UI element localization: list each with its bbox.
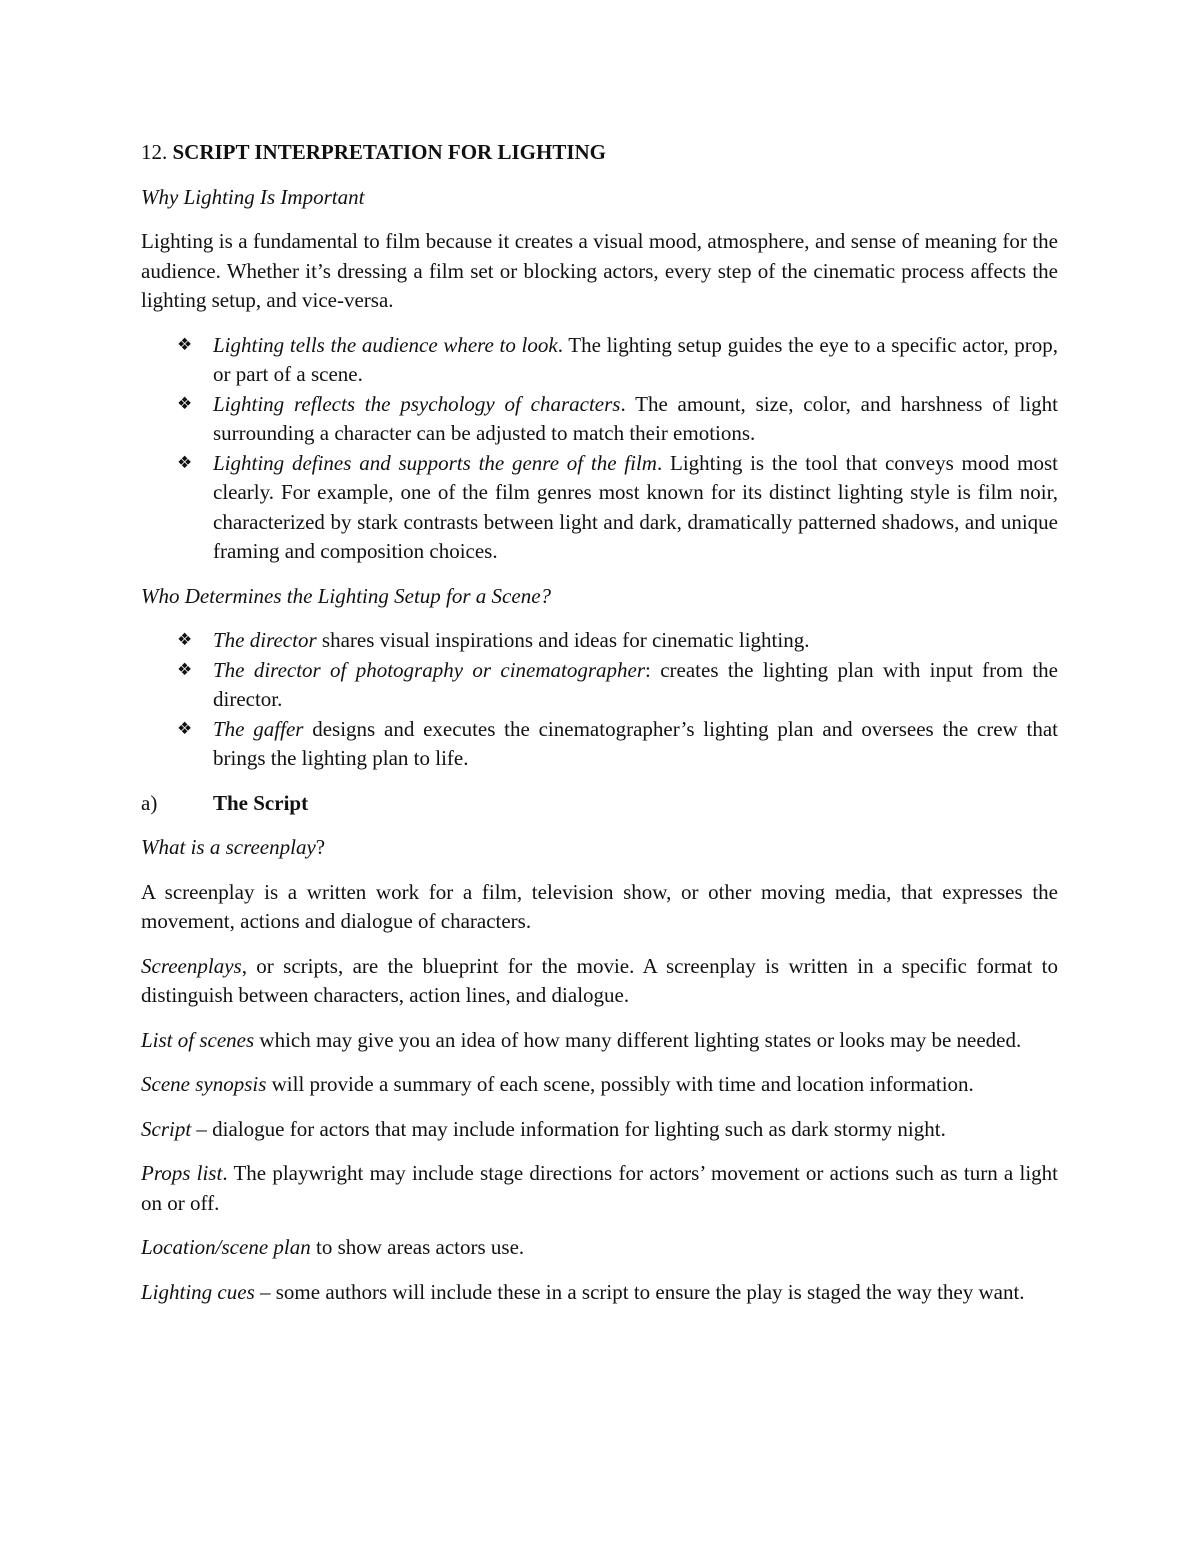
who-subheading: Who Determines the Lighting Setup for a Scene? [141, 583, 552, 608]
diamond-bullet-icon: ❖ [177, 630, 193, 650]
item-text: to show areas actors use. [310, 1235, 525, 1259]
diamond-bullet-icon: ❖ [177, 334, 193, 355]
bullet-lead: The director of photography or cinematographer [213, 657, 646, 682]
why-paragraph: Lighting is a fundamental to film because it creates a visual mood, atmosphere, and sense of meaning for the audience. Whether it’s dressing a film set or blocking actors, every step of the cinematic process affects the lighting setup, and vice-versa. [141, 229, 1058, 312]
item-lead: Screenplays [141, 953, 242, 978]
bullet-text: shares visual inspirations and ideas for cinematic lighting. [316, 628, 810, 652]
screenplay-definition: A screenplay is a written work for a film, television show, or other moving media, that expresses the movement, actions and dialogue of characters. [141, 879, 1058, 933]
script-item [141, 1233, 1058, 1263]
why-subheading: Why Lighting Is Important [141, 184, 365, 209]
subsection-heading [141, 789, 1058, 819]
script-item [141, 1159, 1058, 1218]
item-lead: Scene synopsis [141, 1072, 267, 1096]
bullet-lead: Lighting defines and supports the genre of the film [213, 450, 657, 475]
question-text: What is a screenplay [141, 835, 316, 859]
script-item [141, 1278, 1058, 1308]
heading-number: 12. [141, 140, 173, 164]
why-bullet-list [141, 331, 1058, 567]
item-text: – some authors will include these in a script to ensure the play is staged the way they want. [254, 1279, 1025, 1304]
bullet-lead: The gaffer [213, 716, 304, 741]
script-item [141, 952, 1058, 1011]
bullet-text: . Lighting is the tool that conveys mood most clearly. For example, one of the film genres most known for its distinct lighting style is film noir, characterized by stark contrasts between light and dark, dramatically patterned shadows, and unique framing and composition choices. [213, 450, 1058, 563]
bullet-lead: Lighting tells the audience where to look [213, 332, 558, 357]
item-text: – dialogue for actors that may include information for lighting such as dark stormy night. [191, 1116, 946, 1141]
subsection-marker: a) [141, 790, 158, 815]
item-lead: Location/scene plan [141, 1235, 311, 1259]
list-item [141, 449, 1058, 567]
bullet-lead: Lighting reflects the psychology of characters [213, 391, 621, 416]
diamond-bullet-icon: ❖ [177, 659, 193, 680]
item-text: which may give you an idea of how many different lighting states or looks may be needed. [254, 1027, 1022, 1052]
list-item [141, 331, 1058, 390]
who-bullet-list [141, 626, 1058, 774]
list-item [141, 390, 1058, 449]
item-text: will provide a summary of each scene, possibly with time and location information. [266, 1072, 974, 1096]
section-heading [141, 138, 1058, 168]
question-mark: ? [315, 835, 326, 859]
list-item [141, 656, 1058, 715]
bullet-text: designs and executes the cinematographer’s lighting plan and oversees the crew that brings the lighting plan to life. [213, 716, 1058, 770]
list-item [141, 626, 1058, 656]
item-text: , or scripts, are the blueprint for the movie. A screenplay is written in a specific format to distinguish between characters, action lines, and dialogue. [141, 953, 1058, 1007]
item-text: . The playwright may include stage directions for actors’ movement or actions such as turn a light on or off. [141, 1161, 1059, 1215]
item-lead: List of scenes [141, 1027, 255, 1052]
item-lead: Props list [141, 1161, 223, 1185]
bullet-lead: The director [213, 628, 317, 652]
list-item [141, 715, 1058, 774]
screenplay-question [141, 833, 1058, 863]
script-item [141, 1070, 1058, 1100]
bullet-text: . The lighting setup guides the eye to a specific actor, prop, or part of a scene. [213, 332, 1058, 386]
heading-title: SCRIPT INTERPRETATION FOR LIGHTING [172, 140, 606, 164]
diamond-bullet-icon: ❖ [177, 452, 193, 473]
script-item [141, 1115, 1058, 1145]
subsection-title: The Script [213, 790, 309, 815]
document-page [141, 138, 1058, 1322]
item-lead: Script [141, 1116, 192, 1141]
diamond-bullet-icon: ❖ [177, 718, 193, 739]
diamond-bullet-icon: ❖ [177, 393, 193, 414]
item-lead: Lighting cues [141, 1279, 255, 1304]
bullet-text: . The amount, size, color, and harshness of light surrounding a character can be adjusted to match their emotions. [213, 391, 1058, 445]
script-item [141, 1026, 1058, 1056]
bullet-text: : creates the lighting plan with input from the director. [213, 657, 1058, 711]
